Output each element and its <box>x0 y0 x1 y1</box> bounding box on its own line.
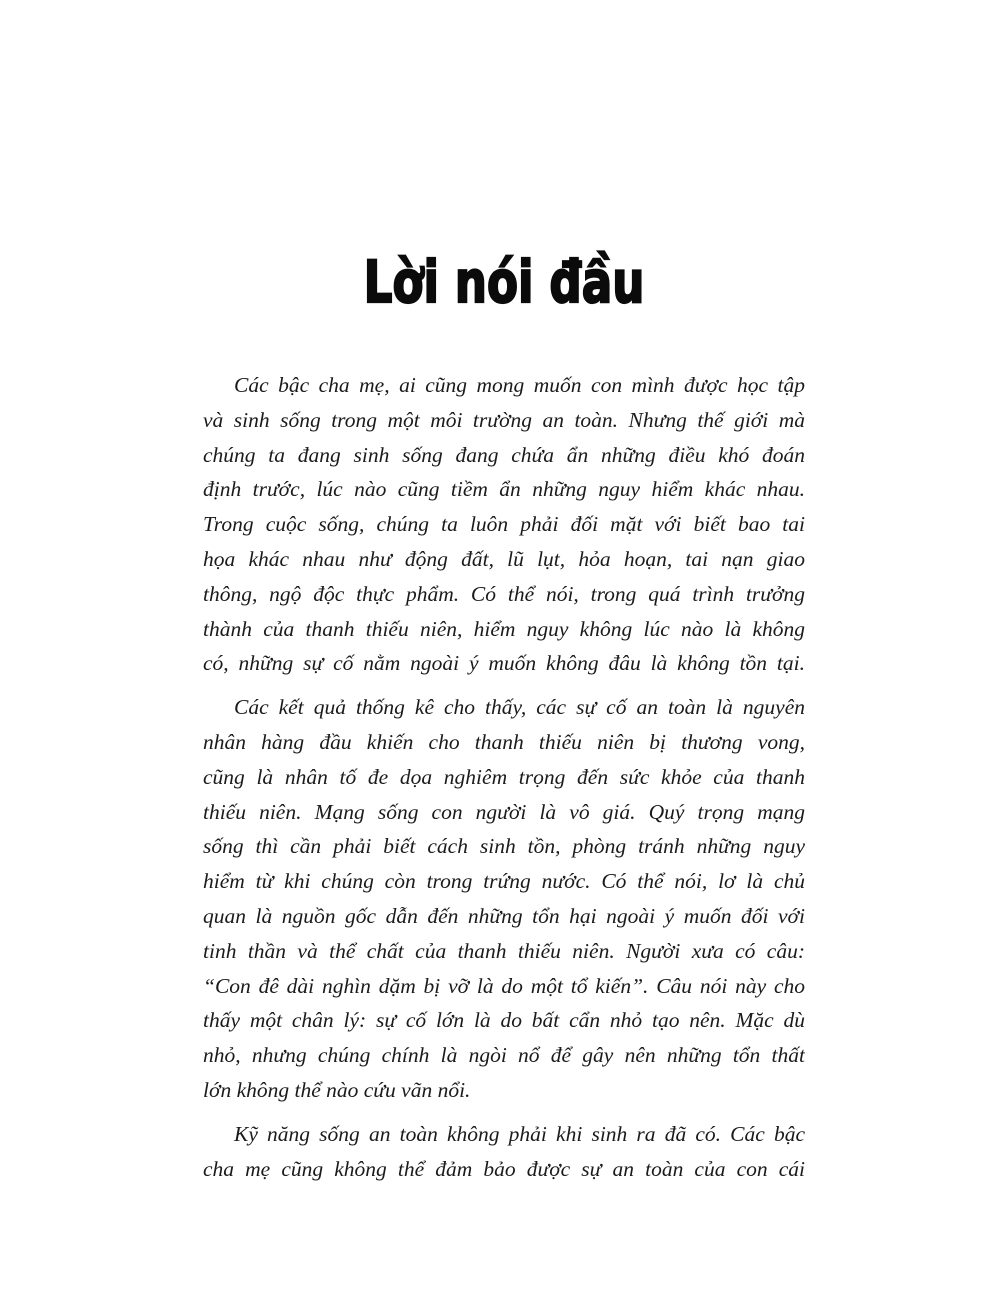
text-line: chúng ta đang sinh sống đang chứa ẩn những điều khó đoán <box>203 442 805 467</box>
text-line: nhân hàng đầu khiến cho thanh thiếu niên bị thương vong, <box>203 729 805 754</box>
text-line: thiếu niên. Mạng sống con người là vô giá. Quý trọng mạng <box>203 799 805 824</box>
text-line: thành của thanh thiếu niên, hiểm nguy không lúc nào là không <box>203 616 805 641</box>
text-line: cũng là nhân tố đe dọa nghiêm trọng đến sức khỏe của thanh <box>203 764 805 789</box>
text-line: quan là nguồn gốc dẫn đến những tổn hại ngoài ý muốn đối với <box>203 903 805 928</box>
paragraph-3 <box>203 1117 805 1187</box>
text-line: nhỏ, nhưng chúng chính là ngòi nổ để gây nên những tổn thất <box>203 1043 805 1068</box>
text-line: họa khác nhau như động đất, lũ lụt, hỏa hoạn, tai nạn giao <box>203 546 805 571</box>
text-line: và sinh sống trong một môi trường an toàn. Nhưng thế giới mà <box>203 407 805 432</box>
text-line: Các bậc cha mẹ, ai cũng mong muốn con mình được học tập <box>234 373 805 397</box>
text-line: lớn không thể nào cứu vãn nổi. <box>203 1077 471 1102</box>
text-line: thông, ngộ độc thực phẩm. Có thể nói, trong quá trình trưởng <box>203 581 805 606</box>
text-line: cha mẹ cũng không thể đảm bảo được sự an toàn của con cái <box>203 1156 805 1181</box>
text-line: thấy một chân lý: sự cố lớn là do bất cẩn nhỏ tạo nên. Mặc dù <box>203 1008 805 1033</box>
paragraph-2 <box>203 690 805 1108</box>
text-line: có, những sự cố nằm ngoài ý muốn không đâu là không tồn tại. <box>203 651 805 676</box>
page-title-text: Lời nói đầu <box>363 248 645 316</box>
page-title <box>203 250 805 330</box>
text-line: sống thì cần phải biết cách sinh tồn, phòng tránh những nguy <box>203 834 805 859</box>
text-line: tinh thần và thể chất của thanh thiếu niên. Người xưa có câu: <box>203 938 805 963</box>
text-line: Trong cuộc sống, chúng ta luôn phải đối mặt với biết bao tai <box>203 512 805 537</box>
text-line: “Con đê dài nghìn dặm bị vỡ là do một tổ kiến”. Câu nói này cho <box>203 973 805 998</box>
paragraph-1 <box>203 368 805 681</box>
text-line: Kỹ năng sống an toàn không phải khi sinh ra đã có. Các bậc <box>234 1121 805 1146</box>
text-line: định trước, lúc nào cũng tiềm ẩn những nguy hiểm khác nhau. <box>203 477 805 502</box>
text-line: Các kết quả thống kê cho thấy, các sự cố an toàn là nguyên <box>234 695 805 720</box>
text-line: hiểm từ khi chúng còn trong trứng nước. Có thể nói, lơ là chủ <box>203 869 805 894</box>
body-text <box>203 368 805 1186</box>
